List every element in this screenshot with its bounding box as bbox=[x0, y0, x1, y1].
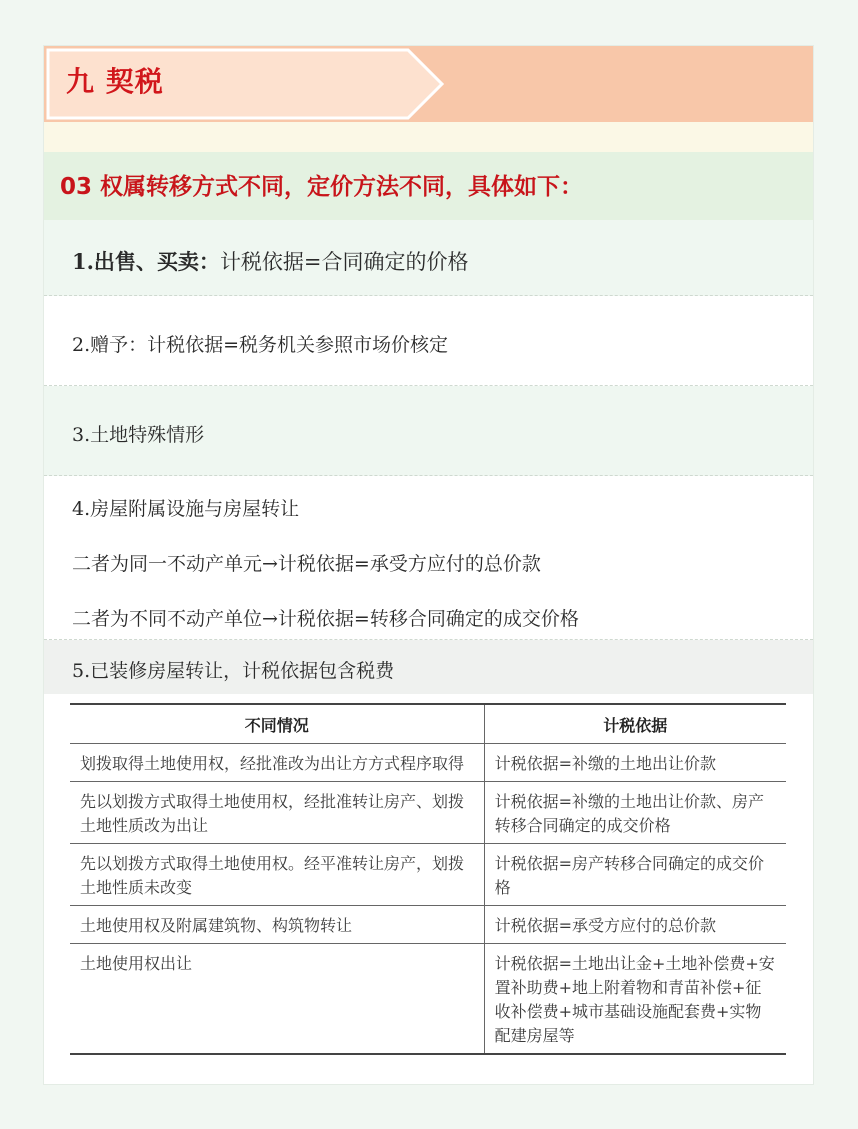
item-lead: 1.出售、买卖： bbox=[72, 249, 220, 274]
list-item bbox=[44, 476, 813, 640]
spacer-band bbox=[44, 122, 813, 152]
table-cell: 先以划拨方式取得土地使用权。经平准转让房产，划拨土地性质未改变 bbox=[70, 844, 484, 906]
table-area bbox=[44, 694, 813, 1084]
list-item bbox=[44, 386, 813, 476]
content-card bbox=[44, 46, 813, 1084]
table-row bbox=[70, 782, 786, 844]
table-row bbox=[70, 906, 786, 944]
title-banner bbox=[44, 46, 813, 122]
table-cell: 土地使用权出让 bbox=[70, 944, 484, 1055]
table-row bbox=[70, 944, 786, 1055]
item-detail: 二者为同一不动产单元→计税依据=承受方应付的总价款 bbox=[72, 553, 541, 575]
list-item bbox=[44, 296, 813, 386]
column-header: 计税依据 bbox=[484, 704, 786, 744]
table-cell: 划拨取得土地使用权，经批准改为出让方方式程序取得 bbox=[70, 744, 484, 782]
item-text: 4.房屋附属设施与房屋转让 bbox=[72, 498, 300, 520]
table-cell: 计税依据=房产转移合同确定的成交价格 bbox=[484, 844, 786, 906]
item-text: 5.已装修房屋转让，计税依据包含税费 bbox=[72, 660, 395, 682]
tax-basis-table bbox=[70, 703, 786, 1055]
item-text: 3.土地特殊情形 bbox=[72, 424, 205, 446]
table-cell: 计税依据=补缴的土地出让价款、房产转移合同确定的成交价格 bbox=[484, 782, 786, 844]
table-cell: 土地使用权及附属建筑物、构筑物转让 bbox=[70, 906, 484, 944]
item-detail: 二者为不同不动产单位→计税依据=转移合同确定的成交价格 bbox=[72, 608, 579, 630]
page-title: 九 契税 bbox=[66, 65, 164, 98]
column-header: 不同情况 bbox=[70, 704, 484, 744]
table-cell: 计税依据=土地出让金+土地补偿费+安置补助费+地上附着物和青苗补偿+征收补偿费+城市基础设施配套费+实物配建房屋等 bbox=[484, 944, 786, 1055]
item-text: 计税依据=合同确定的价格 bbox=[219, 250, 469, 274]
table-cell: 计税依据=补缴的土地出让价款 bbox=[484, 744, 786, 782]
table-cell: 先以划拨方式取得土地使用权，经批准转让房产、划拨土地性质改为出让 bbox=[70, 782, 484, 844]
table-header-row bbox=[70, 704, 786, 744]
list-item bbox=[44, 640, 813, 694]
table-row bbox=[70, 744, 786, 782]
table-row bbox=[70, 844, 786, 906]
list-item bbox=[44, 220, 813, 296]
item-text: 2.赠予：计税依据=税务机关参照市场价核定 bbox=[72, 334, 449, 356]
table-cell: 计税依据=承受方应付的总价款 bbox=[484, 906, 786, 944]
section-subtitle: 03 权属转移方式不同，定价方法不同，具体如下： bbox=[60, 174, 584, 200]
